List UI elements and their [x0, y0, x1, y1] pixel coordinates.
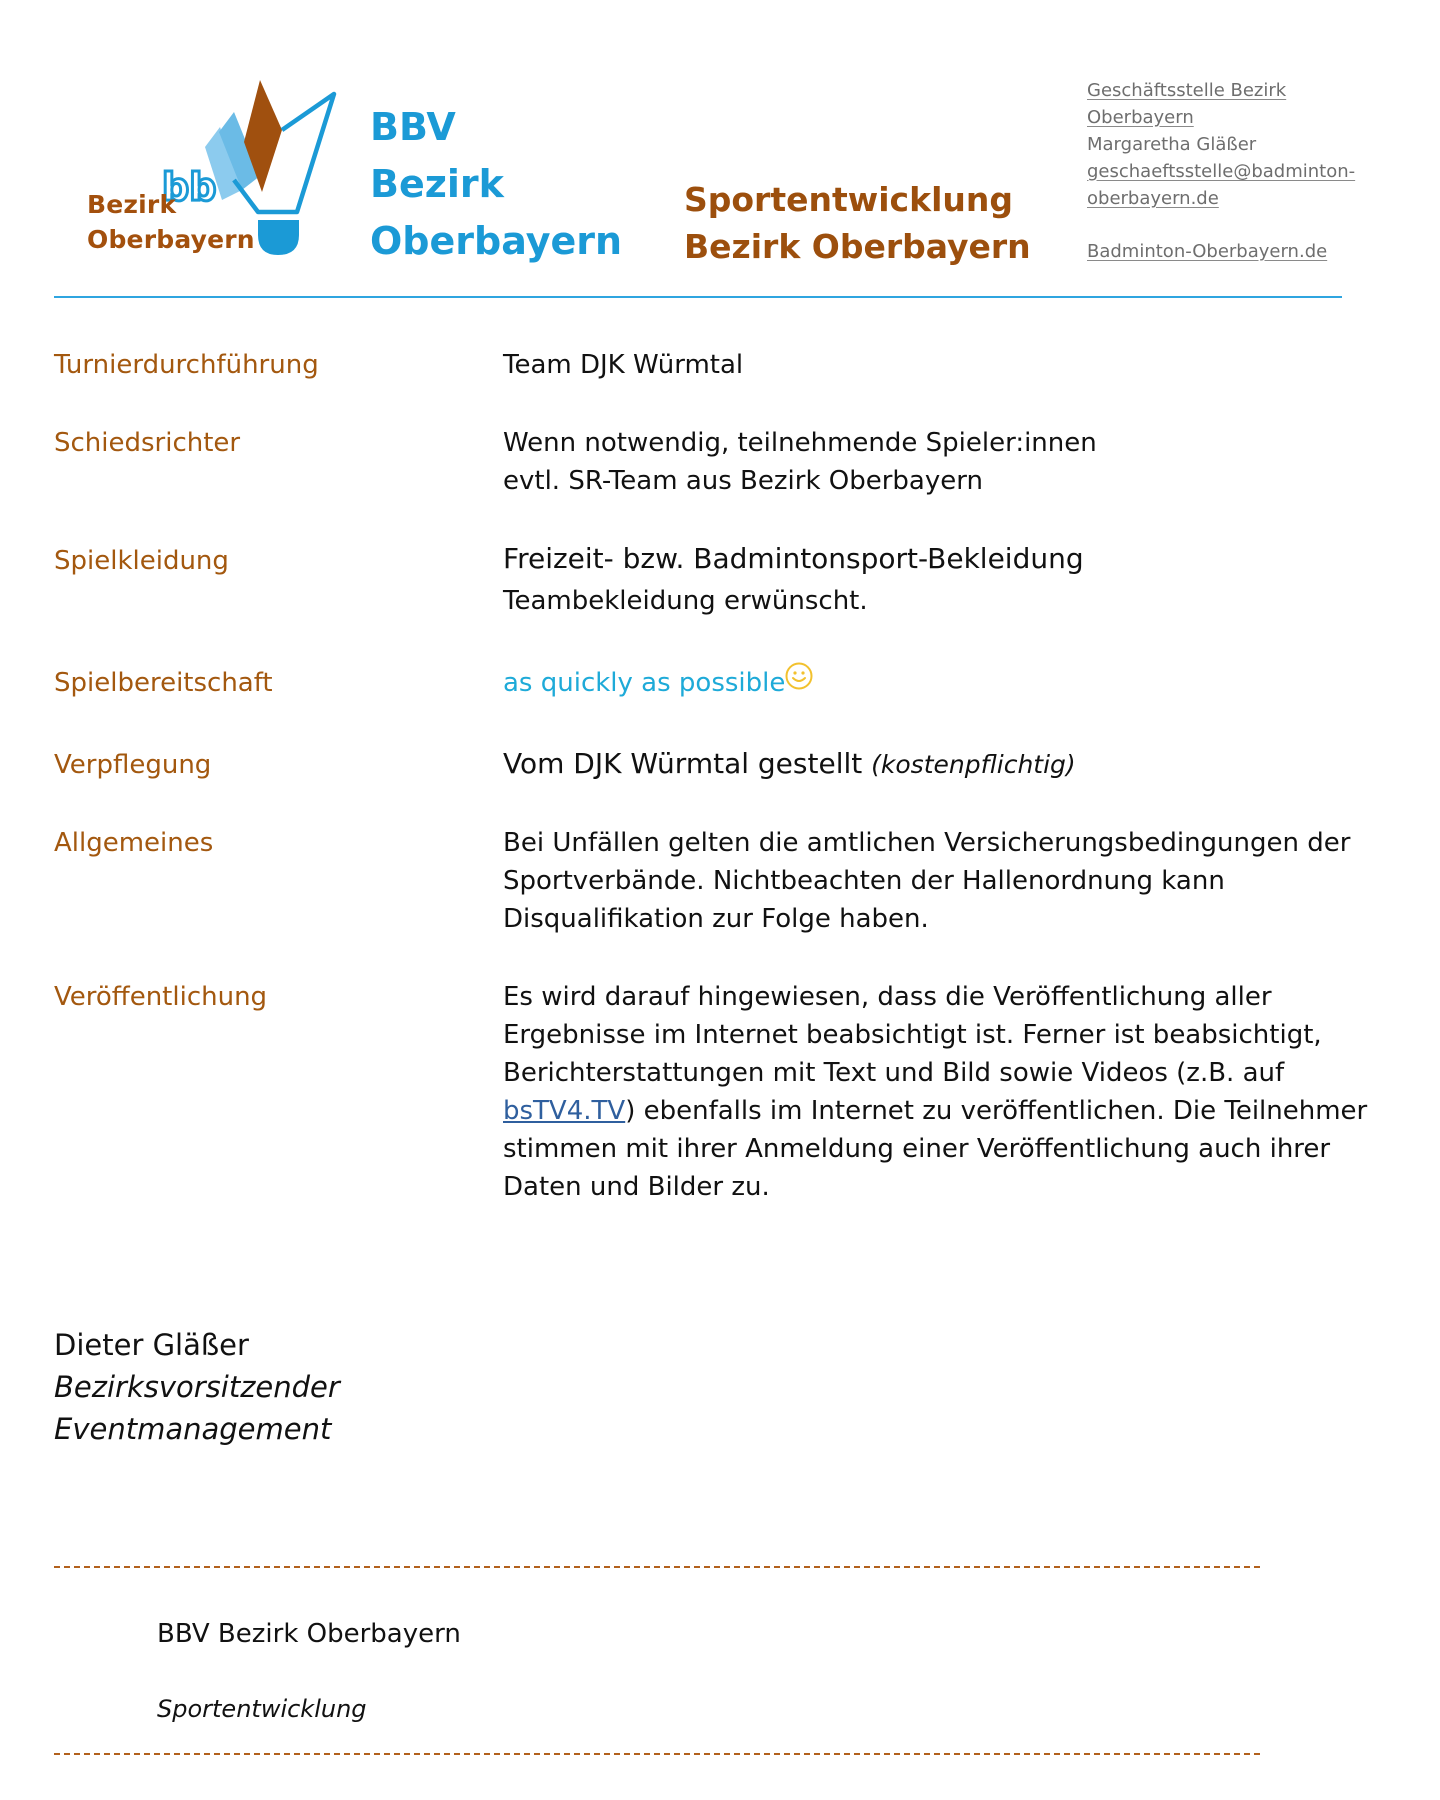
title-oberbayern: Oberbayern [370, 219, 623, 263]
row-value-line: stimmen mit ihrer Anmeldung einer Veröffentlichung auch ihrer [503, 1134, 1331, 1164]
row-value-line: Disqualifikation zur Folge haben. [503, 904, 929, 934]
row-value-line: Berichterstattungen mit Text und Bild sowie Videos (z.B. auf [503, 1058, 1285, 1088]
subtitle-sportentwicklung: Sportentwicklung [684, 180, 1013, 219]
signature-department: Eventmanagement [54, 1412, 332, 1446]
row-value-main: Vom DJK Würmtal gestellt [503, 747, 863, 780]
bstv4-link[interactable]: bsTV4.TV [503, 1096, 626, 1126]
row-value: Team DJK Würmtal [503, 350, 744, 380]
contact-website-link[interactable]: Badminton-Oberbayern.de [1087, 241, 1328, 262]
logo-mark-text: bb [162, 165, 217, 209]
row-label: Spielbereitschaft [54, 668, 273, 698]
bbv-logo [82, 72, 352, 267]
contact-office-link-line2[interactable]: Oberbayern [1087, 107, 1194, 128]
row-label: Schiedsrichter [54, 428, 241, 458]
row-label: Spielkleidung [54, 546, 229, 576]
contact-email-link-line2[interactable]: oberbayern.de [1087, 188, 1219, 209]
row-label: Turnierdurchführung [54, 350, 319, 380]
row-value-line: Sportverbände. Nichtbeachten der Hallenordnung kann [503, 866, 1225, 896]
header-divider [54, 296, 1342, 298]
row-value-line [503, 1098, 1367, 1124]
row-value-line: Daten und Bilder zu. [503, 1172, 770, 1202]
row-value-text: ) ebenfalls im Internet zu veröffentlichen. Die Teilnehmer [625, 1096, 1368, 1126]
row-value-line: Bei Unfällen gelten die amtlichen Versicherungsbedingungen der [503, 828, 1351, 858]
row-value: as quickly as possible [503, 668, 786, 698]
footer-org: BBV Bezirk Oberbayern [157, 1619, 461, 1649]
signature-name: Dieter Gläßer [54, 1328, 249, 1362]
title-bbv: BBV [370, 105, 456, 149]
logo-word-oberbayern: Oberbayern [87, 225, 255, 254]
subtitle-bezirk-oberbayern: Bezirk Oberbayern [684, 227, 1031, 266]
row-value-line: Wenn notwendig, teilnehmende Spieler:innen [503, 428, 1097, 458]
smiley-icon [785, 662, 813, 690]
row-label: Verpflegung [54, 750, 212, 780]
title-bezirk: Bezirk [370, 162, 504, 206]
row-label: Veröffentlichung [54, 982, 268, 1012]
contact-person: Margaretha Gläßer [1087, 134, 1257, 155]
row-value-line: Freizeit- bzw. Badmintonsport-Bekleidung [503, 542, 1084, 575]
footer-dept: Sportentwicklung [157, 1695, 367, 1723]
footer-divider-top [54, 1566, 1260, 1568]
row-value [503, 747, 1076, 780]
row-value-line: Teambekleidung erwünscht. [503, 586, 868, 616]
row-value-line: Ergebnisse im Internet beabsichtigt ist. Ferner ist beabsichtigt, [503, 1020, 1322, 1050]
row-value-line: Es wird darauf hingewiesen, dass die Veröffentlichung aller [503, 982, 1272, 1012]
row-value-line: evtl. SR-Team aus Bezirk Oberbayern [503, 466, 983, 496]
logo-word-bezirk: Bezirk [87, 190, 177, 219]
contact-email-link-line1[interactable]: geschaeftsstelle@badminton- [1087, 161, 1356, 182]
contact-office-link-line1[interactable]: Geschäftsstelle Bezirk [1087, 80, 1287, 101]
signature-role: Bezirksvorsitzender [54, 1370, 340, 1404]
row-label: Allgemeines [54, 828, 214, 858]
row-value-note: (kostenpflichtig) [871, 750, 1076, 779]
footer-divider-bottom [54, 1753, 1260, 1755]
